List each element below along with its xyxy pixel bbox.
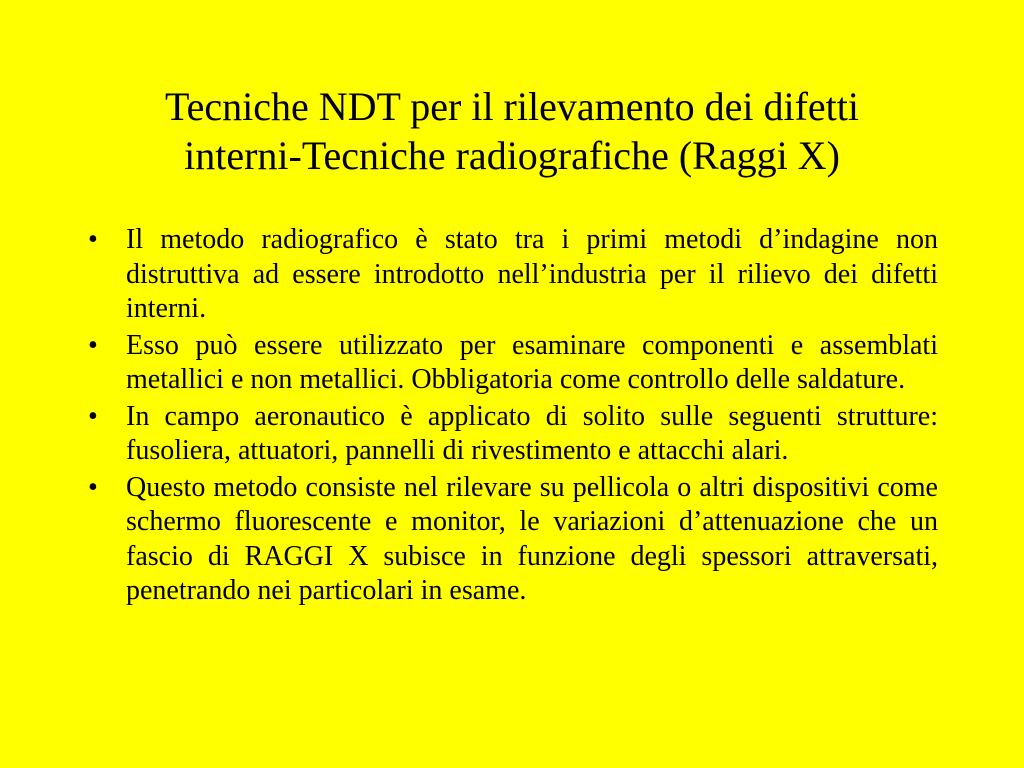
bullet-text: Il metodo radiografico è stato tra i primi metodi d’indagine non distruttiva ad essere introdotto nell’industria per il rilievo dei difetti interni. xyxy=(126,224,938,324)
bullet-text: In campo aeronautico è applicato di solito sulle seguenti strutture: fusoliera, attuatori, pannelli di rivestimento e attacchi alari. xyxy=(126,400,938,466)
bullet-icon: • xyxy=(88,329,98,361)
bullet-item xyxy=(88,223,938,327)
bullet-icon: • xyxy=(88,224,98,255)
bullet-icon: • xyxy=(88,471,98,503)
bullet-item xyxy=(88,329,938,398)
slide-title-line-1: Tecniche NDT per il rilevamento dei difetti xyxy=(165,84,859,129)
bullet-icon: • xyxy=(88,400,98,432)
slide-title-line-2: interni-Tecniche radiografiche (Raggi X) xyxy=(184,133,840,178)
bullet-text: Esso può essere utilizzato per esaminare componenti e assemblati metallici e non metallici. Obbligatoria come controllo delle saldature. xyxy=(126,329,938,395)
bullet-item xyxy=(88,400,938,469)
bullet-item xyxy=(88,471,938,609)
bullet-list xyxy=(88,223,938,611)
bullet-text: Questo metodo consiste nel rilevare su pellicola o altri dispositivi come schermo fluorescente e monitor, le variazioni d’attenuazione che un fascio di RAGGI X subisce in funzione degli spessori attraversati, penetrando nei particolari in esame. xyxy=(126,471,938,606)
slide-title xyxy=(60,82,964,180)
